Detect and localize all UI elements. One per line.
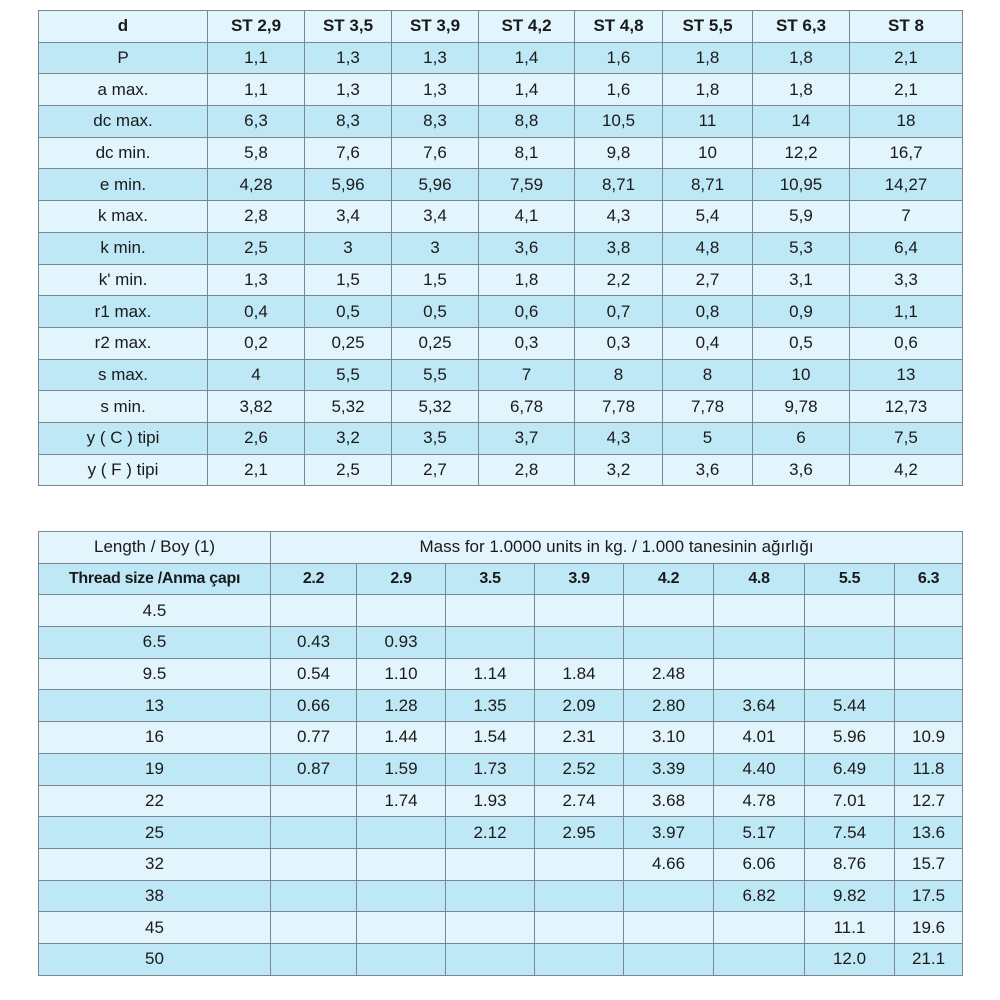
value-cell [624,943,714,975]
value-cell [895,658,963,690]
value-cell: 8,1 [479,137,575,169]
value-cell: 10,95 [753,169,850,201]
value-cell: 8,3 [392,106,479,138]
value-cell [624,627,714,659]
row-label-cell: 4.5 [39,595,271,627]
value-cell: 1.35 [446,690,535,722]
value-cell: 7,78 [663,391,753,423]
value-cell [805,595,895,627]
value-cell: 3,2 [305,422,392,454]
dimensions-table-body [39,42,963,486]
value-cell: 8.76 [805,848,895,880]
dimensions-header-row [39,11,963,43]
dimensions-table [38,10,963,486]
value-cell: 5,32 [305,391,392,423]
table-row [39,169,963,201]
row-label-cell: dc max. [39,106,208,138]
table-row [39,264,963,296]
value-cell: 12,2 [753,137,850,169]
value-cell: 1,3 [305,42,392,74]
value-cell: 5,96 [305,169,392,201]
row-label-cell: 32 [39,848,271,880]
value-cell: 0,4 [663,327,753,359]
value-cell [357,880,446,912]
value-cell: 4,3 [575,422,663,454]
value-cell [446,880,535,912]
value-cell: 2,7 [392,454,479,486]
thread-size-header: 4.8 [714,563,805,595]
value-cell [535,912,624,944]
value-cell: 1,4 [479,42,575,74]
value-cell [357,943,446,975]
row-label-cell: 13 [39,690,271,722]
row-label-cell: s min. [39,391,208,423]
value-cell: 1,8 [663,42,753,74]
value-cell: 4,2 [850,454,963,486]
value-cell: 7 [479,359,575,391]
header-cell: ST 3,5 [305,11,392,43]
table-row [39,422,963,454]
row-label-cell: y ( C ) tipi [39,422,208,454]
thread-size-header: 3.5 [446,563,535,595]
value-cell: 13 [850,359,963,391]
value-cell [895,690,963,722]
thread-size-header: 2.9 [357,563,446,595]
value-cell: 1.73 [446,753,535,785]
value-cell [271,880,357,912]
value-cell: 3.97 [624,817,714,849]
value-cell [624,912,714,944]
value-cell: 0,3 [479,327,575,359]
value-cell: 4.01 [714,722,805,754]
length-label: Length / Boy (1) [39,532,271,564]
value-cell: 0,3 [575,327,663,359]
row-label-cell: s max. [39,359,208,391]
value-cell: 11.1 [805,912,895,944]
table-row [39,391,963,423]
thread-size-header: 6.3 [895,563,963,595]
thread-size-header: 4.2 [624,563,714,595]
value-cell [357,817,446,849]
value-cell [714,943,805,975]
table-row [39,817,963,849]
header-cell: ST 4,8 [575,11,663,43]
header-cell: d [39,11,208,43]
value-cell: 2,1 [208,454,305,486]
value-cell [714,627,805,659]
value-cell: 0,25 [392,327,479,359]
value-cell: 3.39 [624,753,714,785]
value-cell [805,627,895,659]
header-cell: ST 8 [850,11,963,43]
table-row [39,627,963,659]
value-cell: 0.66 [271,690,357,722]
value-cell: 0.54 [271,658,357,690]
value-cell: 9,8 [575,137,663,169]
table-row [39,359,963,391]
value-cell: 0.93 [357,627,446,659]
table-row [39,327,963,359]
value-cell: 3 [305,232,392,264]
header-cell: ST 6,3 [753,11,850,43]
value-cell: 14 [753,106,850,138]
header-cell: ST 2,9 [208,11,305,43]
value-cell: 7,78 [575,391,663,423]
row-label-cell: 38 [39,880,271,912]
value-cell [535,943,624,975]
value-cell: 0,25 [305,327,392,359]
row-label-cell: 50 [39,943,271,975]
table-row [39,785,963,817]
value-cell: 3,8 [575,232,663,264]
value-cell: 2,2 [575,264,663,296]
value-cell [271,848,357,880]
value-cell: 8,71 [663,169,753,201]
value-cell [535,848,624,880]
value-cell [357,848,446,880]
row-label-cell: k max. [39,201,208,233]
value-cell: 0.77 [271,722,357,754]
table-row [39,753,963,785]
value-cell: 2.80 [624,690,714,722]
value-cell: 2,7 [663,264,753,296]
table-row [39,232,963,264]
value-cell: 19.6 [895,912,963,944]
value-cell: 0.87 [271,753,357,785]
row-label-cell: a max. [39,74,208,106]
value-cell: 1,1 [850,296,963,328]
table-row [39,296,963,328]
value-cell: 3,7 [479,422,575,454]
row-label-cell: r1 max. [39,296,208,328]
value-cell: 0,9 [753,296,850,328]
value-cell: 1,8 [753,74,850,106]
table-row [39,201,963,233]
value-cell: 1,6 [575,42,663,74]
value-cell: 9,78 [753,391,850,423]
value-cell [271,817,357,849]
value-cell: 5.96 [805,722,895,754]
value-cell: 1.59 [357,753,446,785]
value-cell [271,943,357,975]
value-cell: 1,1 [208,74,305,106]
mass-size-header-row [39,563,963,595]
thread-size-header: 3.9 [535,563,624,595]
value-cell: 7,5 [850,422,963,454]
value-cell: 2.48 [624,658,714,690]
value-cell [357,912,446,944]
value-cell: 5,96 [392,169,479,201]
value-cell: 2,8 [479,454,575,486]
value-cell: 5,32 [392,391,479,423]
row-label-cell: e min. [39,169,208,201]
value-cell: 17.5 [895,880,963,912]
value-cell [446,943,535,975]
value-cell: 12.7 [895,785,963,817]
table-row [39,943,963,975]
value-cell: 6,78 [479,391,575,423]
value-cell: 5.44 [805,690,895,722]
value-cell: 0,7 [575,296,663,328]
value-cell: 1,4 [479,74,575,106]
row-label-cell: 45 [39,912,271,944]
value-cell: 1,5 [392,264,479,296]
value-cell: 5,8 [208,137,305,169]
value-cell: 0,4 [208,296,305,328]
value-cell: 7,6 [305,137,392,169]
value-cell: 1,1 [208,42,305,74]
value-cell: 0,8 [663,296,753,328]
value-cell: 2.31 [535,722,624,754]
value-cell: 1.93 [446,785,535,817]
value-cell: 2,8 [208,201,305,233]
value-cell [714,595,805,627]
value-cell: 8,8 [479,106,575,138]
mass-title-row [39,532,963,564]
table-row [39,848,963,880]
value-cell: 0,5 [392,296,479,328]
thread-size-header: 5.5 [805,563,895,595]
row-label-cell: 16 [39,722,271,754]
table-row [39,722,963,754]
value-cell: 7,6 [392,137,479,169]
value-cell: 1.28 [357,690,446,722]
value-cell: 6.49 [805,753,895,785]
value-cell: 5,5 [305,359,392,391]
value-cell: 6.06 [714,848,805,880]
row-label-cell: 25 [39,817,271,849]
value-cell: 1,3 [305,74,392,106]
table-row [39,454,963,486]
value-cell: 1,3 [392,42,479,74]
value-cell: 1,6 [575,74,663,106]
value-cell: 2,6 [208,422,305,454]
table-row [39,595,963,627]
value-cell: 1.74 [357,785,446,817]
table-row [39,74,963,106]
thread-size-label: Thread size /Anma çapı [39,563,271,595]
row-label-cell: 19 [39,753,271,785]
value-cell: 0,2 [208,327,305,359]
table-row [39,912,963,944]
value-cell: 3,5 [392,422,479,454]
value-cell [535,880,624,912]
value-cell: 2.12 [446,817,535,849]
mass-table-body [39,595,963,975]
value-cell [446,627,535,659]
row-label-cell: P [39,42,208,74]
value-cell: 0,5 [305,296,392,328]
value-cell: 10.9 [895,722,963,754]
value-cell: 8,71 [575,169,663,201]
value-cell: 11 [663,106,753,138]
value-cell: 13.6 [895,817,963,849]
value-cell: 3.64 [714,690,805,722]
value-cell: 4,28 [208,169,305,201]
value-cell: 6,3 [208,106,305,138]
value-cell: 21.1 [895,943,963,975]
value-cell: 7.54 [805,817,895,849]
row-label-cell: k' min. [39,264,208,296]
value-cell [535,627,624,659]
value-cell: 14,27 [850,169,963,201]
value-cell [271,912,357,944]
header-cell: ST 4,2 [479,11,575,43]
table-row [39,137,963,169]
value-cell: 11.8 [895,753,963,785]
value-cell: 2,1 [850,74,963,106]
value-cell: 3.68 [624,785,714,817]
value-cell: 1,3 [392,74,479,106]
value-cell: 8 [663,359,753,391]
value-cell [714,912,805,944]
value-cell: 16,7 [850,137,963,169]
value-cell: 1.10 [357,658,446,690]
value-cell: 0,6 [850,327,963,359]
value-cell: 1.44 [357,722,446,754]
value-cell [624,880,714,912]
value-cell: 3,3 [850,264,963,296]
value-cell: 3,82 [208,391,305,423]
table-row [39,690,963,722]
value-cell: 2.52 [535,753,624,785]
value-cell: 4.78 [714,785,805,817]
value-cell: 10 [663,137,753,169]
mass-label: Mass for 1.0000 units in kg. / 1.000 tanesinin ağırlığı [271,532,963,564]
thread-size-header: 2.2 [271,563,357,595]
row-label-cell: 22 [39,785,271,817]
value-cell: 6 [753,422,850,454]
value-cell: 3,6 [479,232,575,264]
value-cell: 5 [663,422,753,454]
value-cell: 15.7 [895,848,963,880]
value-cell: 1,5 [305,264,392,296]
value-cell: 5,9 [753,201,850,233]
value-cell [805,658,895,690]
value-cell: 3,2 [575,454,663,486]
value-cell: 12,73 [850,391,963,423]
value-cell: 0.43 [271,627,357,659]
value-cell: 8,3 [305,106,392,138]
value-cell: 3 [392,232,479,264]
value-cell [624,595,714,627]
value-cell: 2,5 [305,454,392,486]
value-cell: 4 [208,359,305,391]
value-cell: 2.95 [535,817,624,849]
value-cell: 4,1 [479,201,575,233]
value-cell [271,785,357,817]
table-row [39,658,963,690]
value-cell [357,595,446,627]
value-cell [714,658,805,690]
value-cell [446,595,535,627]
value-cell: 3.10 [624,722,714,754]
value-cell: 2.74 [535,785,624,817]
value-cell: 4.66 [624,848,714,880]
value-cell [895,595,963,627]
row-label-cell: 6.5 [39,627,271,659]
value-cell: 2.09 [535,690,624,722]
mass-table [38,531,963,976]
table-row [39,42,963,74]
value-cell: 6.82 [714,880,805,912]
value-cell: 1,8 [753,42,850,74]
value-cell: 0,5 [753,327,850,359]
value-cell: 3,4 [305,201,392,233]
value-cell: 5,5 [392,359,479,391]
value-cell: 5,4 [663,201,753,233]
row-label-cell: y ( F ) tipi [39,454,208,486]
value-cell: 3,6 [663,454,753,486]
value-cell: 18 [850,106,963,138]
table-row [39,106,963,138]
value-cell: 3,1 [753,264,850,296]
value-cell [271,595,357,627]
value-cell: 5.17 [714,817,805,849]
row-label-cell: k min. [39,232,208,264]
value-cell: 3,4 [392,201,479,233]
value-cell: 3,6 [753,454,850,486]
value-cell: 0,6 [479,296,575,328]
header-cell: ST 5,5 [663,11,753,43]
value-cell [446,912,535,944]
value-cell: 1,8 [479,264,575,296]
value-cell: 1,8 [663,74,753,106]
header-cell: ST 3,9 [392,11,479,43]
value-cell: 9.82 [805,880,895,912]
value-cell [535,595,624,627]
value-cell: 1.54 [446,722,535,754]
value-cell: 10 [753,359,850,391]
table-row [39,880,963,912]
row-label-cell: r2 max. [39,327,208,359]
value-cell: 2,1 [850,42,963,74]
value-cell: 5,3 [753,232,850,264]
value-cell: 7 [850,201,963,233]
value-cell: 10,5 [575,106,663,138]
value-cell: 4,3 [575,201,663,233]
value-cell: 1,3 [208,264,305,296]
row-label-cell: 9.5 [39,658,271,690]
value-cell: 8 [575,359,663,391]
value-cell: 2,5 [208,232,305,264]
value-cell: 1.14 [446,658,535,690]
value-cell [895,627,963,659]
value-cell: 7,59 [479,169,575,201]
value-cell: 7.01 [805,785,895,817]
value-cell: 12.0 [805,943,895,975]
value-cell: 4.40 [714,753,805,785]
value-cell: 1.84 [535,658,624,690]
value-cell: 6,4 [850,232,963,264]
value-cell [446,848,535,880]
row-label-cell: dc min. [39,137,208,169]
value-cell: 4,8 [663,232,753,264]
